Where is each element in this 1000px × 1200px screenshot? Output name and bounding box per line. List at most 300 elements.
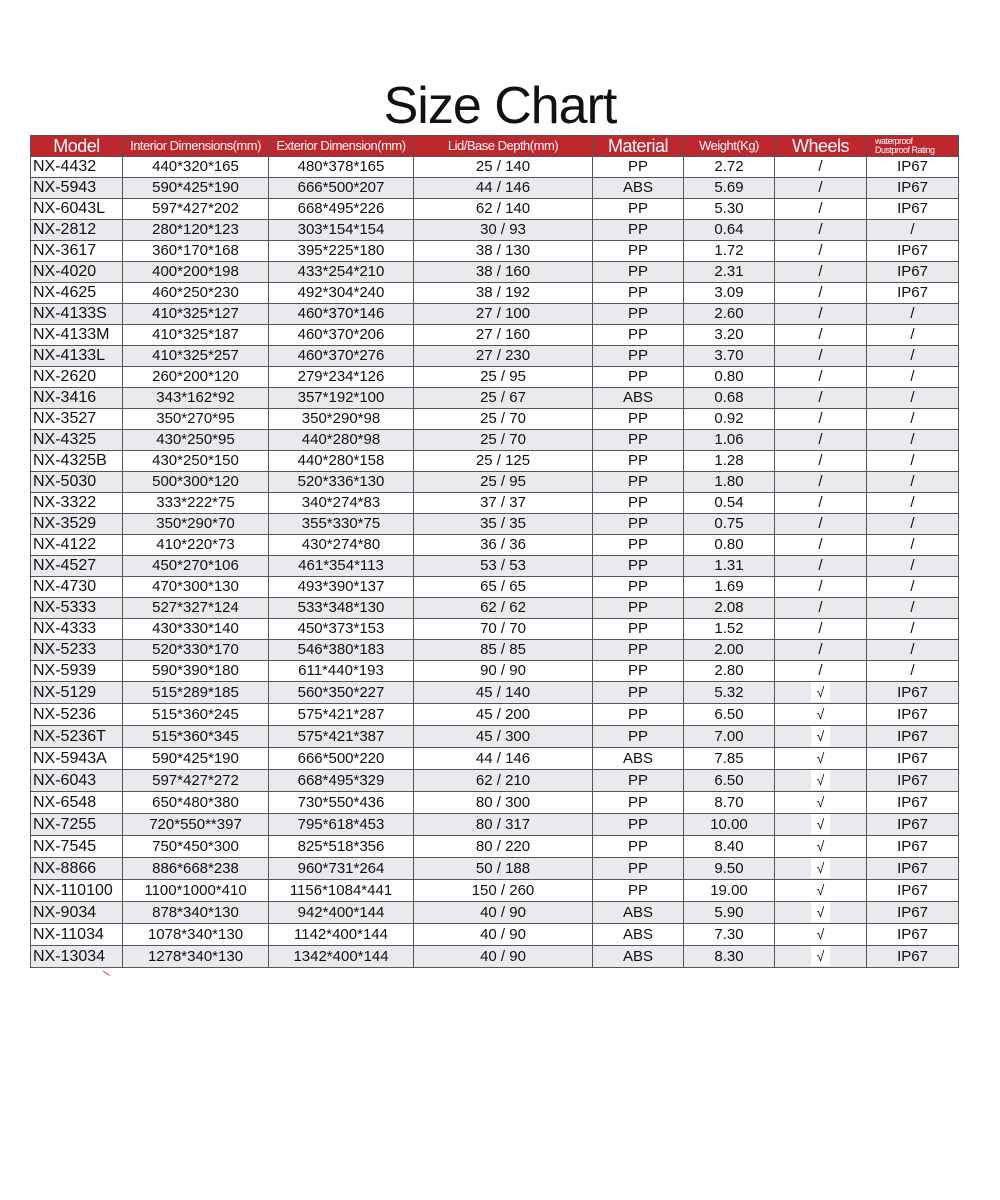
table-row <box>31 451 959 472</box>
interior-dimensions-cell: 515*360*345 <box>123 726 269 748</box>
model-cell: NX-6043L <box>31 199 123 220</box>
material-cell: PP <box>593 814 684 836</box>
table-row <box>31 388 959 409</box>
lid-base-depth-cell: 27 / 160 <box>414 325 593 346</box>
table-body <box>31 157 959 968</box>
exterior-dimension-cell: 460*370*146 <box>269 304 414 325</box>
model-cell: NX-4325B <box>31 451 123 472</box>
lid-base-depth-cell: 150 / 260 <box>414 880 593 902</box>
wheels-cell <box>775 814 867 836</box>
weight-cell: 5.32 <box>684 682 775 704</box>
model-cell: NX-4432 <box>31 157 123 178</box>
exterior-dimension-cell: 493*390*137 <box>269 577 414 598</box>
page-title: Size Chart <box>383 77 617 135</box>
interior-dimensions-cell: 1278*340*130 <box>123 946 269 968</box>
table-row <box>31 704 959 726</box>
lid-base-depth-cell: 36 / 36 <box>414 535 593 556</box>
dustproof-rating-cell: / <box>867 220 959 241</box>
exterior-dimension-cell: 303*154*154 <box>269 220 414 241</box>
interior-dimensions-cell: 650*480*380 <box>123 792 269 814</box>
interior-dimensions-cell: 597*427*272 <box>123 770 269 792</box>
dustproof-rating-cell: IP67 <box>867 814 959 836</box>
model-cell: NX-7545 <box>31 836 123 858</box>
material-cell: PP <box>593 640 684 661</box>
lid-base-depth-cell: 38 / 160 <box>414 262 593 283</box>
material-cell: PP <box>593 409 684 430</box>
table-row <box>31 220 959 241</box>
interior-dimensions-cell: 590*390*180 <box>123 661 269 682</box>
material-cell: PP <box>593 682 684 704</box>
model-cell: NX-9034 <box>31 902 123 924</box>
column-header: Material <box>593 136 684 157</box>
interior-dimensions-cell: 515*360*245 <box>123 704 269 726</box>
lid-base-depth-cell: 80 / 220 <box>414 836 593 858</box>
material-cell: ABS <box>593 748 684 770</box>
table-row <box>31 598 959 619</box>
exterior-dimension-cell: 942*400*144 <box>269 902 414 924</box>
table-row <box>31 748 959 770</box>
material-cell: PP <box>593 157 684 178</box>
lid-base-depth-cell: 38 / 130 <box>414 241 593 262</box>
material-cell: PP <box>593 367 684 388</box>
material-cell: PP <box>593 241 684 262</box>
wheels-cell: / <box>775 493 867 514</box>
exterior-dimension-cell: 480*378*165 <box>269 157 414 178</box>
material-cell: ABS <box>593 388 684 409</box>
weight-cell: 2.80 <box>684 661 775 682</box>
wheels-cell: / <box>775 241 867 262</box>
model-cell: NX-3529 <box>31 514 123 535</box>
table-header-row <box>31 136 959 157</box>
interior-dimensions-cell: 515*289*185 <box>123 682 269 704</box>
wheels-cell: / <box>775 199 867 220</box>
weight-cell: 3.70 <box>684 346 775 367</box>
material-cell: PP <box>593 726 684 748</box>
wheels-cell: / <box>775 178 867 199</box>
dustproof-rating-cell: IP67 <box>867 704 959 726</box>
column-header: Interior Dimensions(mm) <box>123 136 269 157</box>
exterior-dimension-cell: 355*330*75 <box>269 514 414 535</box>
table-row <box>31 535 959 556</box>
weight-cell: 3.20 <box>684 325 775 346</box>
dustproof-rating-cell: / <box>867 514 959 535</box>
table-row <box>31 199 959 220</box>
dustproof-rating-cell: / <box>867 451 959 472</box>
dustproof-rating-cell: IP67 <box>867 880 959 902</box>
interior-dimensions-cell: 460*250*230 <box>123 283 269 304</box>
lid-base-depth-cell: 53 / 53 <box>414 556 593 577</box>
model-cell: NX-3617 <box>31 241 123 262</box>
wheels-cell: / <box>775 577 867 598</box>
checkmark-icon: √ <box>811 704 831 724</box>
weight-cell: 8.70 <box>684 792 775 814</box>
weight-cell: 2.72 <box>684 157 775 178</box>
interior-dimensions-cell: 430*250*150 <box>123 451 269 472</box>
dustproof-rating-cell: / <box>867 472 959 493</box>
dustproof-rating-cell: IP67 <box>867 283 959 304</box>
exterior-dimension-cell: 1156*1084*441 <box>269 880 414 902</box>
table-row <box>31 814 959 836</box>
wheels-cell <box>775 858 867 880</box>
interior-dimensions-cell: 430*330*140 <box>123 619 269 640</box>
interior-dimensions-cell: 410*325*187 <box>123 325 269 346</box>
lid-base-depth-cell: 44 / 146 <box>414 178 593 199</box>
model-cell: NX-4325 <box>31 430 123 451</box>
material-cell: PP <box>593 493 684 514</box>
checkmark-icon: √ <box>811 880 831 900</box>
wheels-cell <box>775 748 867 770</box>
model-cell: NX-2620 <box>31 367 123 388</box>
exterior-dimension-cell: 575*421*287 <box>269 704 414 726</box>
table-row <box>31 880 959 902</box>
dustproof-rating-cell: IP67 <box>867 199 959 220</box>
interior-dimensions-cell: 430*250*95 <box>123 430 269 451</box>
table-row <box>31 661 959 682</box>
lid-base-depth-cell: 25 / 67 <box>414 388 593 409</box>
material-cell: ABS <box>593 902 684 924</box>
dustproof-rating-cell: / <box>867 325 959 346</box>
dustproof-rating-cell: / <box>867 346 959 367</box>
weight-cell: 1.28 <box>684 451 775 472</box>
model-cell: NX-6043 <box>31 770 123 792</box>
exterior-dimension-cell: 668*495*329 <box>269 770 414 792</box>
model-cell: NX-11034 <box>31 924 123 946</box>
wheels-cell: / <box>775 619 867 640</box>
wheels-cell: / <box>775 325 867 346</box>
weight-cell: 7.30 <box>684 924 775 946</box>
weight-cell: 2.00 <box>684 640 775 661</box>
weight-cell: 0.92 <box>684 409 775 430</box>
dustproof-rating-cell: / <box>867 493 959 514</box>
dustproof-rating-cell: IP67 <box>867 748 959 770</box>
table-row <box>31 792 959 814</box>
weight-cell: 7.85 <box>684 748 775 770</box>
dustproof-rating-cell: / <box>867 556 959 577</box>
lid-base-depth-cell: 65 / 65 <box>414 577 593 598</box>
interior-dimensions-cell: 350*290*70 <box>123 514 269 535</box>
dustproof-rating-cell: / <box>867 577 959 598</box>
model-cell: NX-5939 <box>31 661 123 682</box>
wheels-cell <box>775 902 867 924</box>
dustproof-rating-cell: / <box>867 535 959 556</box>
exterior-dimension-cell: 1142*400*144 <box>269 924 414 946</box>
checkmark-icon: √ <box>811 836 831 856</box>
interior-dimensions-cell: 343*162*92 <box>123 388 269 409</box>
checkmark-icon: √ <box>811 726 831 746</box>
dustproof-rating-cell: / <box>867 388 959 409</box>
table-row <box>31 262 959 283</box>
table-row <box>31 430 959 451</box>
material-cell: PP <box>593 858 684 880</box>
model-cell: NX-5233 <box>31 640 123 661</box>
table-row <box>31 682 959 704</box>
wheels-cell: / <box>775 451 867 472</box>
dustproof-rating-cell: IP67 <box>867 157 959 178</box>
column-header: waterproof Dustproof Rating <box>867 136 959 157</box>
exterior-dimension-cell: 575*421*387 <box>269 726 414 748</box>
wheels-cell: / <box>775 157 867 178</box>
wheels-cell: / <box>775 556 867 577</box>
model-cell: NX-4133L <box>31 346 123 367</box>
lid-base-depth-cell: 80 / 317 <box>414 814 593 836</box>
weight-cell: 7.00 <box>684 726 775 748</box>
model-cell: NX-4333 <box>31 619 123 640</box>
exterior-dimension-cell: 668*495*226 <box>269 199 414 220</box>
model-cell: NX-110100 <box>31 880 123 902</box>
weight-cell: 6.50 <box>684 704 775 726</box>
dustproof-rating-cell: IP67 <box>867 858 959 880</box>
lid-base-depth-cell: 25 / 95 <box>414 367 593 388</box>
weight-cell: 1.80 <box>684 472 775 493</box>
lid-base-depth-cell: 35 / 35 <box>414 514 593 535</box>
lid-base-depth-cell: 40 / 90 <box>414 924 593 946</box>
wheels-cell <box>775 682 867 704</box>
interior-dimensions-cell: 470*300*130 <box>123 577 269 598</box>
lid-base-depth-cell: 40 / 90 <box>414 946 593 968</box>
wheels-cell: / <box>775 598 867 619</box>
dustproof-rating-cell: / <box>867 367 959 388</box>
table-row <box>31 304 959 325</box>
model-cell: NX-5943A <box>31 748 123 770</box>
material-cell: PP <box>593 514 684 535</box>
dustproof-rating-cell: / <box>867 409 959 430</box>
dustproof-rating-cell: IP67 <box>867 924 959 946</box>
table-row <box>31 472 959 493</box>
weight-cell: 2.60 <box>684 304 775 325</box>
dustproof-rating-cell: IP67 <box>867 792 959 814</box>
material-cell: PP <box>593 451 684 472</box>
lid-base-depth-cell: 90 / 90 <box>414 661 593 682</box>
exterior-dimension-cell: 520*336*130 <box>269 472 414 493</box>
interior-dimensions-cell: 450*270*106 <box>123 556 269 577</box>
exterior-dimension-cell: 279*234*126 <box>269 367 414 388</box>
interior-dimensions-cell: 400*200*198 <box>123 262 269 283</box>
dustproof-rating-cell: / <box>867 598 959 619</box>
table-row <box>31 902 959 924</box>
table-row <box>31 640 959 661</box>
exterior-dimension-cell: 666*500*220 <box>269 748 414 770</box>
model-cell: NX-5333 <box>31 598 123 619</box>
table-row <box>31 493 959 514</box>
interior-dimensions-cell: 410*325*127 <box>123 304 269 325</box>
column-header: Model <box>31 136 123 157</box>
lid-base-depth-cell: 38 / 192 <box>414 283 593 304</box>
weight-cell: 0.75 <box>684 514 775 535</box>
red-pen-mark <box>98 971 110 983</box>
exterior-dimension-cell: 960*731*264 <box>269 858 414 880</box>
exterior-dimension-cell: 395*225*180 <box>269 241 414 262</box>
interior-dimensions-cell: 750*450*300 <box>123 836 269 858</box>
weight-cell: 8.30 <box>684 946 775 968</box>
weight-cell: 0.80 <box>684 535 775 556</box>
dustproof-rating-cell: IP67 <box>867 241 959 262</box>
wheels-cell: / <box>775 367 867 388</box>
weight-cell: 9.50 <box>684 858 775 880</box>
column-header: Weight(Kg) <box>684 136 775 157</box>
dustproof-rating-cell: IP67 <box>867 770 959 792</box>
table-row <box>31 409 959 430</box>
table-row <box>31 178 959 199</box>
checkmark-icon: √ <box>811 902 831 922</box>
interior-dimensions-cell: 410*220*73 <box>123 535 269 556</box>
lid-base-depth-cell: 25 / 95 <box>414 472 593 493</box>
material-cell: ABS <box>593 178 684 199</box>
table-row <box>31 346 959 367</box>
interior-dimensions-cell: 886*668*238 <box>123 858 269 880</box>
material-cell: PP <box>593 304 684 325</box>
exterior-dimension-cell: 611*440*193 <box>269 661 414 682</box>
material-cell: PP <box>593 619 684 640</box>
interior-dimensions-cell: 1100*1000*410 <box>123 880 269 902</box>
wheels-cell: / <box>775 661 867 682</box>
interior-dimensions-cell: 590*425*190 <box>123 178 269 199</box>
table-row <box>31 836 959 858</box>
model-cell: NX-3527 <box>31 409 123 430</box>
exterior-dimension-cell: 350*290*98 <box>269 409 414 430</box>
lid-base-depth-cell: 40 / 90 <box>414 902 593 924</box>
interior-dimensions-cell: 520*330*170 <box>123 640 269 661</box>
lid-base-depth-cell: 70 / 70 <box>414 619 593 640</box>
model-cell: NX-3322 <box>31 493 123 514</box>
lid-base-depth-cell: 62 / 210 <box>414 770 593 792</box>
interior-dimensions-cell: 360*170*168 <box>123 241 269 262</box>
wheels-cell: / <box>775 283 867 304</box>
weight-cell: 6.50 <box>684 770 775 792</box>
table-row <box>31 241 959 262</box>
weight-cell: 0.64 <box>684 220 775 241</box>
model-cell: NX-13034 <box>31 946 123 968</box>
table-row <box>31 946 959 968</box>
table-row <box>31 367 959 388</box>
lid-base-depth-cell: 62 / 140 <box>414 199 593 220</box>
dustproof-rating-cell: IP67 <box>867 946 959 968</box>
lid-base-depth-cell: 37 / 37 <box>414 493 593 514</box>
wheels-cell <box>775 704 867 726</box>
model-cell: NX-6548 <box>31 792 123 814</box>
table-row <box>31 283 959 304</box>
weight-cell: 5.90 <box>684 902 775 924</box>
weight-cell: 2.08 <box>684 598 775 619</box>
material-cell: PP <box>593 283 684 304</box>
model-cell: NX-4122 <box>31 535 123 556</box>
exterior-dimension-cell: 450*373*153 <box>269 619 414 640</box>
dustproof-rating-cell: / <box>867 640 959 661</box>
lid-base-depth-cell: 50 / 188 <box>414 858 593 880</box>
interior-dimensions-cell: 350*270*95 <box>123 409 269 430</box>
wheels-cell: / <box>775 514 867 535</box>
material-cell: PP <box>593 199 684 220</box>
weight-cell: 3.09 <box>684 283 775 304</box>
checkmark-icon: √ <box>811 814 831 834</box>
weight-cell: 19.00 <box>684 880 775 902</box>
lid-base-depth-cell: 80 / 300 <box>414 792 593 814</box>
material-cell: PP <box>593 880 684 902</box>
dustproof-rating-cell: / <box>867 430 959 451</box>
dustproof-rating-cell: / <box>867 304 959 325</box>
model-cell: NX-7255 <box>31 814 123 836</box>
wheels-cell <box>775 946 867 968</box>
table-row <box>31 556 959 577</box>
lid-base-depth-cell: 45 / 300 <box>414 726 593 748</box>
table-row <box>31 726 959 748</box>
table-row <box>31 157 959 178</box>
lid-base-depth-cell: 25 / 140 <box>414 157 593 178</box>
model-cell: NX-5236 <box>31 704 123 726</box>
model-cell: NX-4527 <box>31 556 123 577</box>
material-cell: PP <box>593 577 684 598</box>
exterior-dimension-cell: 460*370*206 <box>269 325 414 346</box>
exterior-dimension-cell: 1342*400*144 <box>269 946 414 968</box>
weight-cell: 2.31 <box>684 262 775 283</box>
interior-dimensions-cell: 333*222*75 <box>123 493 269 514</box>
exterior-dimension-cell: 340*274*83 <box>269 493 414 514</box>
exterior-dimension-cell: 730*550*436 <box>269 792 414 814</box>
table-row <box>31 619 959 640</box>
dustproof-rating-cell: IP67 <box>867 726 959 748</box>
exterior-dimension-cell: 440*280*98 <box>269 430 414 451</box>
exterior-dimension-cell: 533*348*130 <box>269 598 414 619</box>
checkmark-icon: √ <box>811 924 831 944</box>
material-cell: PP <box>593 325 684 346</box>
exterior-dimension-cell: 492*304*240 <box>269 283 414 304</box>
dustproof-rating-cell: IP67 <box>867 682 959 704</box>
weight-cell: 1.52 <box>684 619 775 640</box>
model-cell: NX-3416 <box>31 388 123 409</box>
wheels-cell <box>775 726 867 748</box>
exterior-dimension-cell: 795*618*453 <box>269 814 414 836</box>
interior-dimensions-cell: 590*425*190 <box>123 748 269 770</box>
dustproof-rating-cell: IP67 <box>867 262 959 283</box>
material-cell: PP <box>593 704 684 726</box>
lid-base-depth-cell: 25 / 70 <box>414 409 593 430</box>
wheels-cell: / <box>775 220 867 241</box>
wheels-cell: / <box>775 346 867 367</box>
weight-cell: 1.31 <box>684 556 775 577</box>
interior-dimensions-cell: 410*325*257 <box>123 346 269 367</box>
lid-base-depth-cell: 44 / 146 <box>414 748 593 770</box>
material-cell: PP <box>593 792 684 814</box>
table-row <box>31 514 959 535</box>
table-row <box>31 858 959 880</box>
column-header: Lid/Base Depth(mm) <box>414 136 593 157</box>
size-chart-table <box>30 135 959 968</box>
model-cell: NX-5129 <box>31 682 123 704</box>
wheels-cell: / <box>775 304 867 325</box>
weight-cell: 1.72 <box>684 241 775 262</box>
material-cell: ABS <box>593 924 684 946</box>
material-cell: PP <box>593 346 684 367</box>
material-cell: PP <box>593 770 684 792</box>
material-cell: ABS <box>593 946 684 968</box>
model-cell: NX-8866 <box>31 858 123 880</box>
wheels-cell: / <box>775 409 867 430</box>
interior-dimensions-cell: 720*550**397 <box>123 814 269 836</box>
material-cell: PP <box>593 472 684 493</box>
exterior-dimension-cell: 666*500*207 <box>269 178 414 199</box>
dustproof-rating-cell: / <box>867 661 959 682</box>
dustproof-rating-cell: IP67 <box>867 178 959 199</box>
interior-dimensions-cell: 440*320*165 <box>123 157 269 178</box>
weight-cell: 0.68 <box>684 388 775 409</box>
checkmark-icon: √ <box>811 858 831 878</box>
column-header: Wheels <box>775 136 867 157</box>
wheels-cell: / <box>775 430 867 451</box>
interior-dimensions-cell: 1078*340*130 <box>123 924 269 946</box>
material-cell: PP <box>593 430 684 451</box>
wheels-cell: / <box>775 262 867 283</box>
table-row <box>31 325 959 346</box>
wheels-cell <box>775 880 867 902</box>
